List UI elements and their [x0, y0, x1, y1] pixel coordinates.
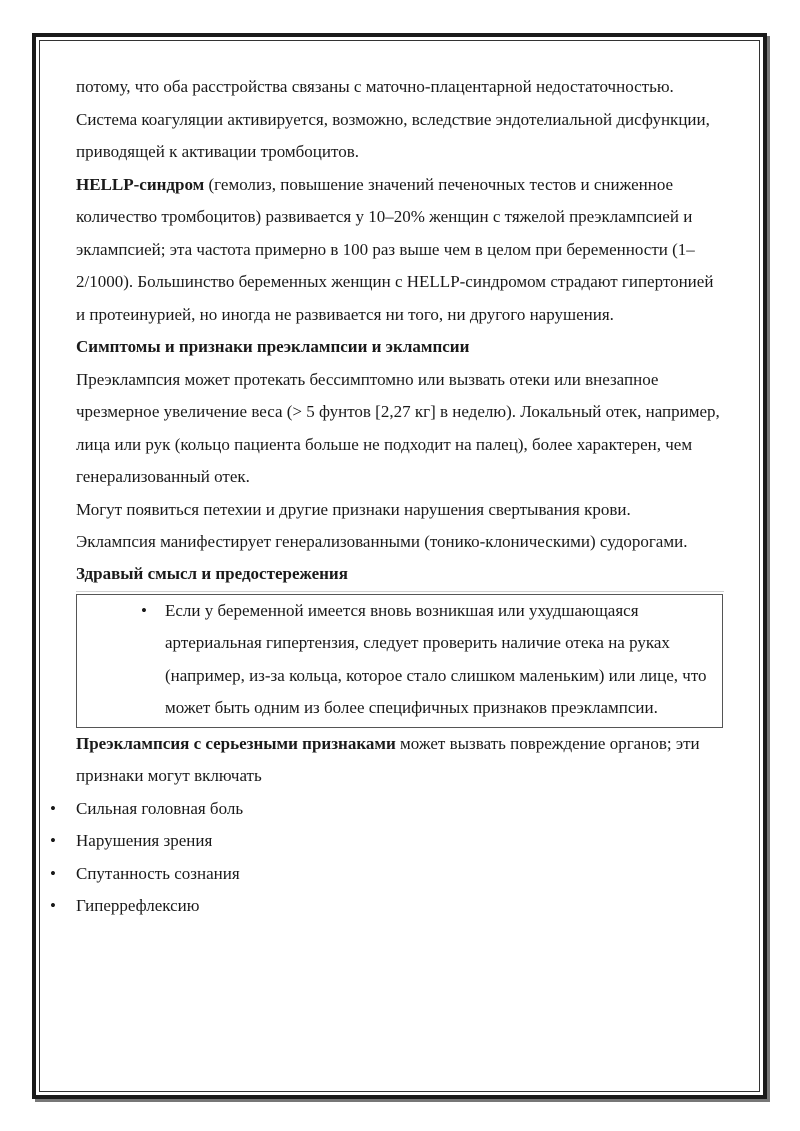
bullet-icon: • — [50, 798, 56, 818]
heading-symptoms: Симптомы и признаки преэклампсии и эклампсии — [76, 337, 470, 356]
severe-features-list — [50, 793, 726, 923]
paragraph-petechiae: Могут появиться петехии и другие признаки нарушения свертывания крови. — [76, 499, 631, 519]
list-item — [50, 793, 726, 826]
bullet-icon: • — [141, 600, 147, 620]
bullet-icon: • — [50, 863, 56, 883]
paragraph-coagulation: Система коагуляции активируется, возможно, вследствие эндотелиальной дисфункции, приводящей к активации тромбоцитов. — [76, 109, 710, 161]
paragraph-hellp — [76, 169, 726, 332]
list-item — [50, 858, 726, 891]
caution-text: Если у беременной имеется вновь возникшая или ухудшающаяся артериальная гипертензия, следует проверить наличие отека на руках (например, из-за кольца, которое стало слишком маленьким) или лице, что может быть одним из более специфичных признаков преэклампсии. — [165, 600, 707, 717]
list-item-text: Сильная головная боль — [76, 798, 244, 818]
severe-features-term: Преэклампсия с серьезными признаками — [76, 733, 396, 753]
hellp-term: HELLP-синдром — [76, 174, 205, 194]
caution-box — [76, 594, 723, 728]
severe-features-description: может вызвать повреждение органов; эти признаки могут включать — [76, 733, 700, 785]
paragraph-eclampsia: Эклампсия манифестирует генерализованными (тонико-клоническими) судорогами. — [76, 532, 688, 551]
document-body — [50, 71, 726, 923]
list-item-text: Гиперрефлексию — [76, 896, 200, 915]
list-item-text: Спутанность сознания — [76, 863, 240, 883]
paragraph-preeclampsia-symptoms: Преэклампсия может протекать бессимптомно или вызвать отеки или внезапное чрезмерное увеличение веса (> 5 фунтов [2,27 кг] в неделю). Локальный отек, например, лица или рук (кольцо пациента больше не подходит на палец), более характерен, чем генерализованный отек. — [76, 369, 720, 486]
paragraph-severe-features — [76, 728, 726, 793]
heading-common-sense: Здравый смысл и предостережения — [76, 559, 724, 592]
list-item-text: Нарушения зрения — [76, 831, 213, 850]
bullet-icon: • — [50, 831, 56, 850]
list-item — [50, 890, 726, 923]
hellp-description: (гемолиз, повышение значений печеночных тестов и сниженное количество тромбоцитов) развивается у 10–20% женщин с тяжелой преэклампсией и эклампсией; эта частота примерно в 100 раз выше чем в целом при беременности (1–2/1000). Большинство беременных женщин с HELLP-синдромом страдают гипертонией и протеинурией, но иногда не развивается ни того, ни другого нарушения. — [76, 174, 714, 324]
bullet-icon: • — [50, 896, 56, 915]
paragraph-placental: потому, что оба расстройства связаны с маточно-плацентарной недостаточностью. — [76, 77, 674, 96]
list-item — [50, 825, 726, 858]
